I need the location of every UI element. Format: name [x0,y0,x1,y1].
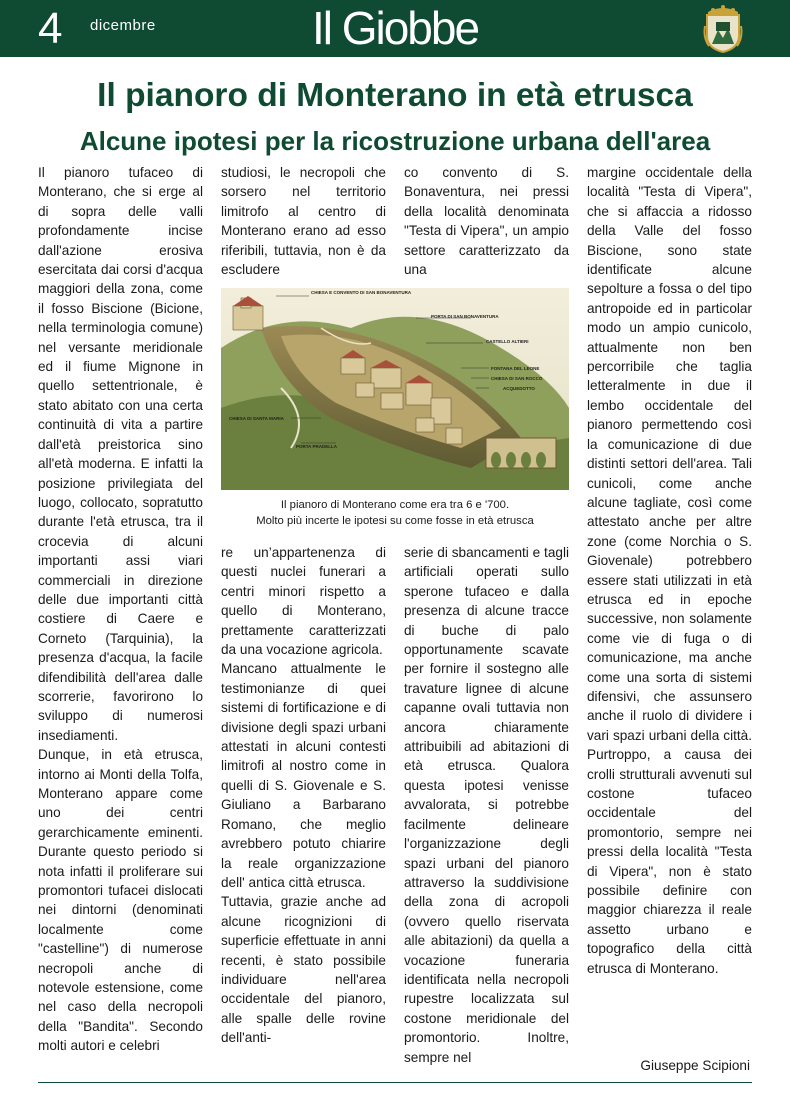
paragraph: margine occidentale della località "Testa di Vipera", che si affaccia a ridosso della Valle del fosso Biscione, sono state identificate alcune sepolture a fossa o del tipo antropoide ed in particolar modo un ampio cunicolo, attualmente non ben percorribile che taglia letteralmente in due il lembo occidentale del pianoro permettendo così la comunicazione di due distinti settori dell'area. Tali cunicoli, come anche alcune tagliate, così come attestato anche per altre zone (come Norchia o S. Giovenale) potrebbero essere stati utilizzati in età etrusca ed in epoche successive, non solamente come vie di fuga o di comunicazione, ma anche come una sorta di sistemi difensivi, che assunsero anche il ruolo di dividere i vari spazi urbani della città. Purtroppo, a causa dei crolli strutturali avvenuti sul costone tufaceo occidentale del promontorio, sempre nei pressi della località "Testa di Vipera", non è stato possibile definire con maggior chiarezza il reale assetto urbano e topografico della città etrusca di Monterano. [587,165,752,976]
paragraph: Mancano attualmente le testimonianze di quei sistemi di fortificazione e di divisione degli spazi urbani attestati in alcuni contesti limitrofi al nostro come in quelli di S. Giovenale e S. Giuliano a Barbarano Romano, che meglio avrebbero potuto chiarire la reale organizzazione dell' antica città etrusca. [221,661,386,890]
column-2-top [221,163,386,279]
masthead: Il Giobbe [311,2,479,54]
issue-month: dicembre [90,17,156,34]
label-convento: CHIESA E CONVENTO DI SAN BONAVENTURA [311,290,412,295]
plateau-drawing [221,288,569,490]
column-2-bottom [221,543,386,1048]
column-4 [587,163,752,978]
label-fontana: FONTANA DEL LEONE [491,366,540,371]
paragraph: Il pianoro tufaceo di Monterano, che si erge al di sopra delle valli profondamente incise dall'azione erosiva esercitata dai corsi d'acqua maggiori della zona, come il fosso Biscione (Bicione, nella terminologia comune) nel versante meridionale ed il fiume Mignone in quello settentrionale, è stato abitato con una certa continuità di vita a partire dall'età preistorica sino all'età moderna. E infatti la posizione privilegiata del luogo, collocato, sopratutto durante l'età etrusca, tra il crocevia di alcuni importanti assi viari commerciali in direzione delle due importanti città costiere di Caere e Corneto (Tarquinia), la presenza d'acqua, la facile difendibilità dell'area dalle scorrerie, favorirono lo sviluppo di numerosi insediamenti. [38,165,203,743]
paragraph: co convento di S. Bonaventura, nei pressi della località denominata "Testa di Vipera", un ampio settore caratterizzato da una [404,165,569,278]
coat-of-arms-icon [703,2,743,54]
label-porta-sb: PORTA DI SAN BONAVENTURA [431,314,499,319]
label-acquedotto: ACQUEDOTTO [503,386,535,391]
column-1 [38,163,203,1056]
monterano-illustration [221,288,569,490]
paragraph: Tuttavia, grazie anche ad alcune ricognizioni di superficie effettuate in anni recenti, è stato possibile individuare nell'area occidentale del pianoro, alle spalle delle rovine dell'anti- [221,894,386,1046]
author-signature: Giuseppe Scipioni [640,1058,750,1073]
label-chiesa-rocco: CHIESA DI SAN ROCCO [491,376,543,381]
figure-caption [221,497,569,529]
article-subtitle: Alcune ipotesi per la ricostruzione urbana dell'area [79,126,711,156]
footer-rule [38,1082,752,1083]
paragraph: studiosi, le necropoli che sorsero nel territorio limitrofo al centro di Monterano erano ad esso riferibili, tuttavia, non è da escludere [221,165,386,278]
column-3-bottom [404,543,569,1067]
header-bar [0,0,790,57]
label-santa-maria: CHIESA DI SANTA MARIA [229,416,284,421]
article-title: Il pianoro di Monterano in età etrusca [97,77,693,114]
caption-line-1: Il pianoro di Monterano come era tra 6 e '700. [280,499,510,511]
paragraph: serie di sbancamenti e tagli artificiali operati sullo sperone tufaceo e dalla presenza di alcune tracce di buche di palo opportunamente scavate per fornire il sostegno alle travature lignee di alcune capanne ovali tuttavia non ancora chiaramente attribuibili ad abitazioni di età etrusca. Qualora questa ipotesi venisse avvalorata, si potrebbe facilmente delineare l'organizzazione degli spazi urbani del pianoro attraverso la suddivisione della zona di acropoli (ovvero quello riservata alle abitazioni) da quella a vocazione funeraria identificata nella necropoli rupestre localizzata sul costone meridionale del promontorio. Inoltre, sempre nel [404,545,569,1065]
page-number: 4 [38,4,63,53]
caption-line-2: Molto più incerte le ipotesi su come fosse in età etrusca [256,515,534,527]
label-porta-pradella: PORTA PRADELLA [296,444,337,449]
column-3-top [404,163,569,279]
paragraph: Dunque, in età etrusca, intorno ai Monti della Tolfa, Monterano appare come uno dei centri gerarchicamente eminenti. Durante questo periodo si nota infatti il proliferare sui promontori tufacei dislocati nei dintorni (denominati localmente come "castelline") di numerose necropoli anche di notevole estensione, come nel caso della necropoli della "Bandita". Secondo molti autori e celebri [38,747,203,1054]
label-castello: CASTELLO ALTIERI [486,339,529,344]
paragraph: re un’appartenenza di questi nuclei funerari a centri minori rispetto a quello di Monterano, prettamente caratterizzati da una vocazione agricola. [221,545,386,658]
